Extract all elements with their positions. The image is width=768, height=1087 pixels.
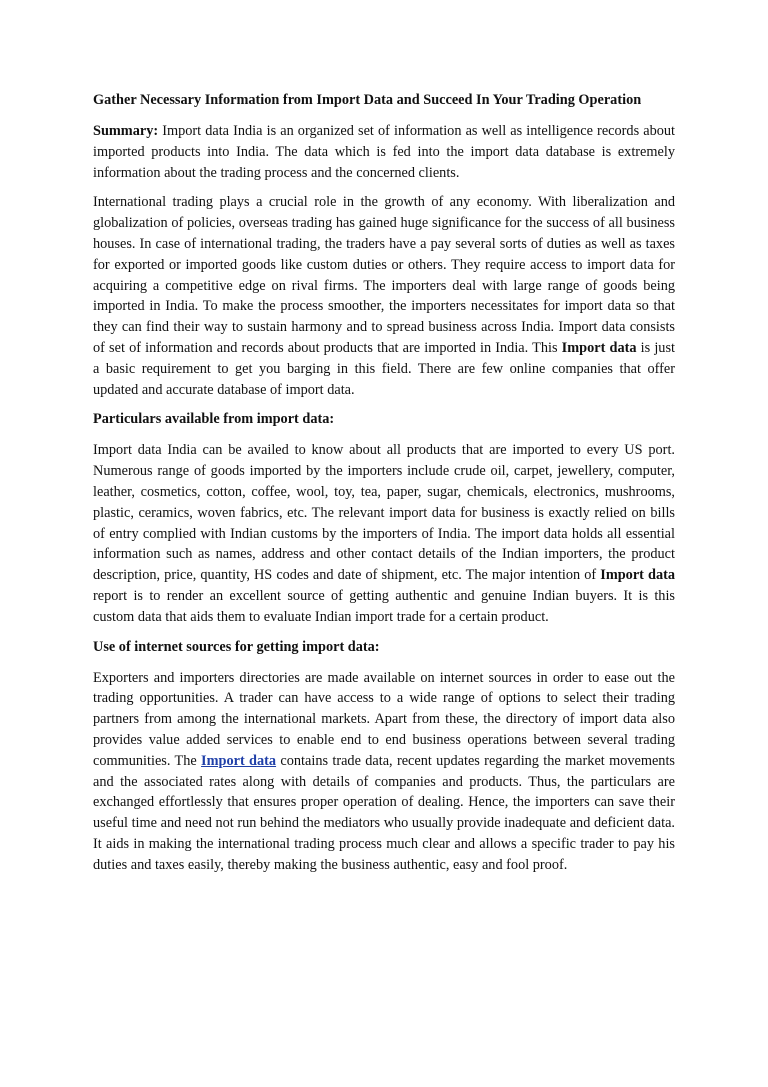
intro-paragraph (93, 192, 675, 400)
document-title: Gather Necessary Information from Import Data and Succeed In Your Trading Operation (93, 92, 642, 108)
import-data-link[interactable]: Import data (201, 752, 277, 769)
particulars-paragraph (93, 440, 675, 627)
intro-emphasis: Import data (561, 339, 637, 356)
internet-text-after: contains trade data, recent updates regarding the market movements and the associated rates along with details of companies and products. Thus, the particulars are exchanged effortlessly that ensures proper operation of dealing. Hence, the importers can save their useful time and need not run behind the mediators who usually provide inadequate and deficient data. It aids in making the international trading process much clear and allows a specific trader to pay his duties and taxes easily, thereby making the business authentic, easy and fool proof. (93, 752, 675, 873)
intro-text-before: International trading plays a crucial role in the growth of any economy. With liberalization and globalization of policies, overseas trading has gained huge significance for the success of all business houses. In case of international trading, the traders have a pay several sorts of duties as well as taxes for exported or imported goods like custom duties or others. They require access to import data for acquiring a competitive edge on rival firms. The importers deal with large range of goods being imported in India. To make the process smoother, the importers necessitates for import data so that they can find their way to sustain harmony and to spread business across India. Import data consists of set of information and records about products that are imported in India. This (93, 194, 675, 356)
particulars-heading: Particulars available from import data: (93, 411, 335, 428)
intro-text-after: is just a basic requirement to get you barging in this field. There are few online companies that offer updated and accurate database of import data. (93, 339, 675, 398)
internet-text-before: Exporters and importers directories are made available on internet sources in order to ease out the trading opportunities. A trader can have access to a wide range of options to select their trading partners from among the international markets. Apart from these, the directory of import data also provides value added services to enable end to end business operations between several trading communities. The (93, 669, 675, 769)
document-page (93, 90, 675, 885)
particulars-text-after: report is to render an excellent source of getting authentic and genuine Indian buyers. It is this custom data that aids them to evaluate Indian import trade for a certain product. (93, 587, 675, 625)
summary-text: Import data India is an organized set of information as well as intelligence records about imported products into India. The data which is fed into the import data database is extremely information about the trading process and the concerned clients. (93, 123, 675, 181)
internet-paragraph (93, 668, 675, 876)
particulars-emphasis: Import data (600, 567, 676, 584)
particulars-text-before: Import data India can be availed to know about all products that are imported to every US port. Numerous range of goods imported by the importers include crude oil, carpet, jewellery, computer, leather, cosmetics, cotton, coffee, wool, toy, tea, paper, sugar, chemicals, electronics, mushrooms, plastic, ceramics, woven fabrics, etc. The relevant import data for business is exactly relied on bills of entry complied with Indian customs by the importers of India. The import data holds all essential information such as names, address and other contact details of the Indian importers, the product description, price, quantity, HS codes and date of shipment, etc. The major intention of (93, 442, 675, 584)
internet-heading: Use of internet sources for getting import data: (93, 638, 380, 655)
summary-paragraph (93, 121, 675, 183)
summary-label: Summary: (93, 123, 159, 139)
